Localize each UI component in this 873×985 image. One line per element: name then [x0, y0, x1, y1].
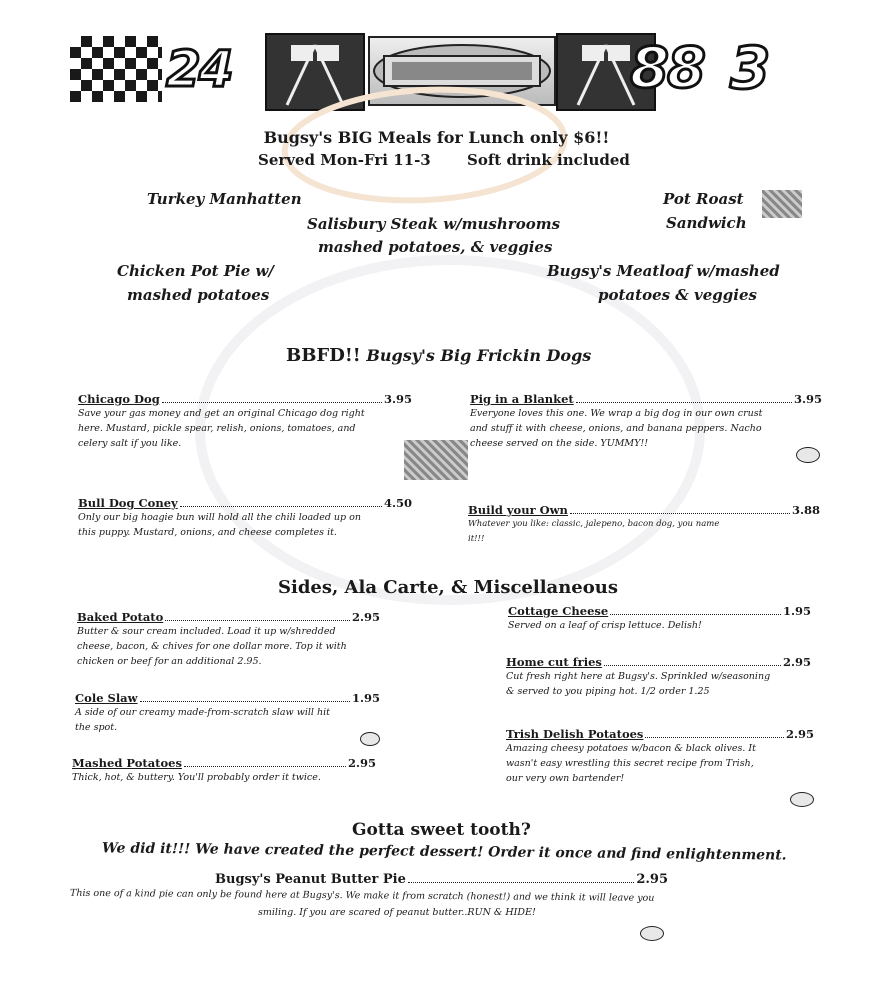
item-desc-line: Butter & sour cream included. Load it up w/shredded — [77, 626, 336, 637]
dot-leader — [610, 613, 781, 615]
stamp-icon — [762, 190, 802, 218]
item-price: 1.95 — [351, 691, 380, 705]
menu-item-baked-potato — [77, 610, 380, 669]
item-desc-line: and stuff it with cheese, onions, and banana peppers. Nacho — [470, 423, 762, 434]
speech-bubble-icon — [640, 926, 664, 941]
menu-item-header — [506, 655, 811, 669]
speech-bubble-icon — [796, 447, 820, 463]
dogs-heading-bold: BBFD!! — [286, 345, 361, 366]
dot-leader — [576, 401, 792, 403]
item-name: Chicago Dog — [78, 392, 160, 406]
item-name: Cottage Cheese — [508, 604, 609, 618]
dot-leader — [140, 700, 350, 702]
race-number-24: 24 — [166, 40, 232, 98]
menu-item-home-cut-fries — [506, 655, 811, 699]
menu-item-trish-delish-potatoes — [506, 727, 814, 786]
lunch-title: Bugsy's BIG Meals for Lunch only $6!! — [263, 128, 610, 147]
lunch-drink-note: Soft drink included — [467, 151, 630, 169]
menu-item-header — [75, 691, 380, 705]
race-number-3: 3 — [730, 34, 769, 102]
item-meatloaf-line2: potatoes & veggies — [598, 286, 757, 304]
item-desc-line: Only our big hoagie bun will hold all the chili loaded up on — [78, 512, 361, 523]
item-desc-line: Thick, hot, & buttery. You'll probably order it twice. — [72, 772, 321, 783]
dot-leader — [604, 664, 781, 666]
dot-leader — [165, 619, 350, 621]
menu-item-header — [215, 872, 668, 887]
item-salisbury-line2: mashed potatoes, & veggies — [318, 238, 553, 256]
item-desc-line: our very own bartender! — [506, 773, 625, 784]
menu-item-bull-dog-coney — [78, 496, 412, 540]
item-desc-line: Served on a leaf of crisp lettuce. Delish! — [508, 620, 702, 631]
hot-dog-image — [404, 440, 468, 480]
item-name: Pig in a Blanket — [470, 392, 574, 406]
menu-item-peanut-butter-pie — [215, 872, 668, 887]
item-name: Bull Dog Coney — [78, 496, 178, 510]
item-name: Cole Slaw — [75, 691, 138, 705]
dessert-heading: Gotta sweet tooth? — [352, 820, 531, 840]
item-desc-line: wasn't easy wrestling this secret recipe from Trish, — [506, 758, 754, 769]
item-price: 3.95 — [383, 392, 412, 406]
item-desc-line: Save your gas money and get an original Chicago dog right — [78, 408, 365, 419]
menu-item-pig-in-a-blanket — [470, 392, 822, 451]
item-desc-line: Amazing cheesy potatoes w/bacon & black olives. It — [506, 743, 756, 754]
lunch-served-hours: Served Mon-Fri 11-3 — [258, 151, 431, 169]
item-desc-line: cheese served on the side. YUMMY!! — [470, 438, 649, 449]
dot-leader — [162, 401, 382, 403]
item-desc-line: Everyone loves this one. We wrap a big dog in our own crust — [470, 408, 763, 419]
menu-item-header — [468, 503, 820, 517]
item-salisbury-line1: Salisbury Steak w/mushrooms — [307, 215, 561, 233]
menu-item-header — [72, 756, 376, 770]
dogs-heading — [286, 345, 591, 366]
menu-item-header — [77, 610, 380, 624]
dot-leader — [408, 881, 634, 883]
dessert-tagline: We did it!!! We have created the perfect dessert! Order it once and find enlightenment. — [101, 840, 787, 864]
item-price: 2.95 — [347, 756, 376, 770]
dogs-heading-italic: Bugsy's Big Frickin Dogs — [366, 346, 592, 365]
menu-item-header — [506, 727, 814, 741]
menu-item-header — [508, 604, 811, 618]
dot-leader — [645, 736, 784, 738]
item-name: Build your Own — [468, 503, 568, 517]
item-price: 1.95 — [782, 604, 811, 618]
item-desc-line: the spot. — [75, 722, 118, 733]
dessert-desc-line2: smiling. If you are scared of peanut butter..RUN & HIDE! — [258, 907, 536, 918]
menu-item-cole-slaw — [75, 691, 380, 735]
item-price: 2.95 — [636, 872, 668, 887]
item-price: 3.88 — [791, 503, 820, 517]
item-name: Home cut fries — [506, 655, 602, 669]
item-chicken-pot-pie-line2: mashed potatoes — [127, 286, 270, 304]
item-price: 4.50 — [383, 496, 412, 510]
item-desc-line: A side of our creamy made-from-scratch slaw will hit — [75, 707, 330, 718]
dot-leader — [184, 765, 346, 767]
item-pot-roast-line1: Pot Roast — [663, 190, 744, 208]
menu-item-chicago-dog — [78, 392, 412, 451]
dessert-desc-line1: This one of a kind pie can only be found here at Bugsy's. We make it from scratch (honest!) and we think it will leave you — [69, 887, 655, 904]
item-price: 2.95 — [785, 727, 814, 741]
item-chicken-pot-pie-line1: Chicken Pot Pie w/ — [117, 262, 274, 280]
menu-item-cottage-cheese — [508, 604, 811, 633]
item-desc-line: here. Mustard, pickle spear, relish, onions, tomatoes, and — [78, 423, 356, 434]
item-desc-line: & served to you piping hot. 1/2 order 1.25 — [506, 686, 710, 697]
checkered-flag-graphic — [70, 36, 162, 102]
item-price: 3.95 — [793, 392, 822, 406]
item-desc-line: chicken or beef for an additional 2.95. — [77, 656, 262, 667]
item-name: Trish Delish Potatoes — [506, 727, 644, 741]
sides-heading: Sides, Ala Carte, & Miscellaneous — [278, 577, 618, 598]
menu-item-header — [78, 496, 412, 510]
item-name: Bugsy's Peanut Butter Pie — [215, 872, 406, 887]
speech-bubble-icon — [360, 732, 380, 746]
item-price: 2.95 — [782, 655, 811, 669]
menu-item-build-your-own — [468, 503, 820, 547]
item-desc-line: Cut fresh right here at Bugsy's. Sprinkled w/seasoning — [506, 671, 771, 682]
item-price: 2.95 — [351, 610, 380, 624]
speech-bubble-icon — [790, 792, 814, 807]
menu-item-mashed-potatoes — [72, 756, 376, 785]
item-desc-line: it!!! — [468, 534, 485, 544]
item-turkey-manhatten: Turkey Manhatten — [147, 190, 302, 208]
item-meatloaf-line1: Bugsy's Meatloaf w/mashed — [547, 262, 780, 280]
menu-item-header — [470, 392, 822, 406]
dot-leader — [570, 512, 790, 514]
item-desc-line: cheese, bacon, & chives for one dollar more. Top it with — [77, 641, 347, 652]
menu-item-header — [78, 392, 412, 406]
race-number-88: 88 — [630, 36, 704, 101]
dot-leader — [180, 505, 382, 507]
item-desc-line: this puppy. Mustard, onions, and cheese completes it. — [78, 527, 337, 538]
item-pot-roast-line2: Sandwich — [666, 214, 747, 232]
item-desc-line: celery salt if you like. — [78, 438, 182, 449]
item-name: Baked Potato — [77, 610, 164, 624]
item-name: Mashed Potatoes — [72, 756, 182, 770]
item-desc-line: Whatever you like: classic, jalepeno, bacon dog, you name — [468, 519, 720, 529]
